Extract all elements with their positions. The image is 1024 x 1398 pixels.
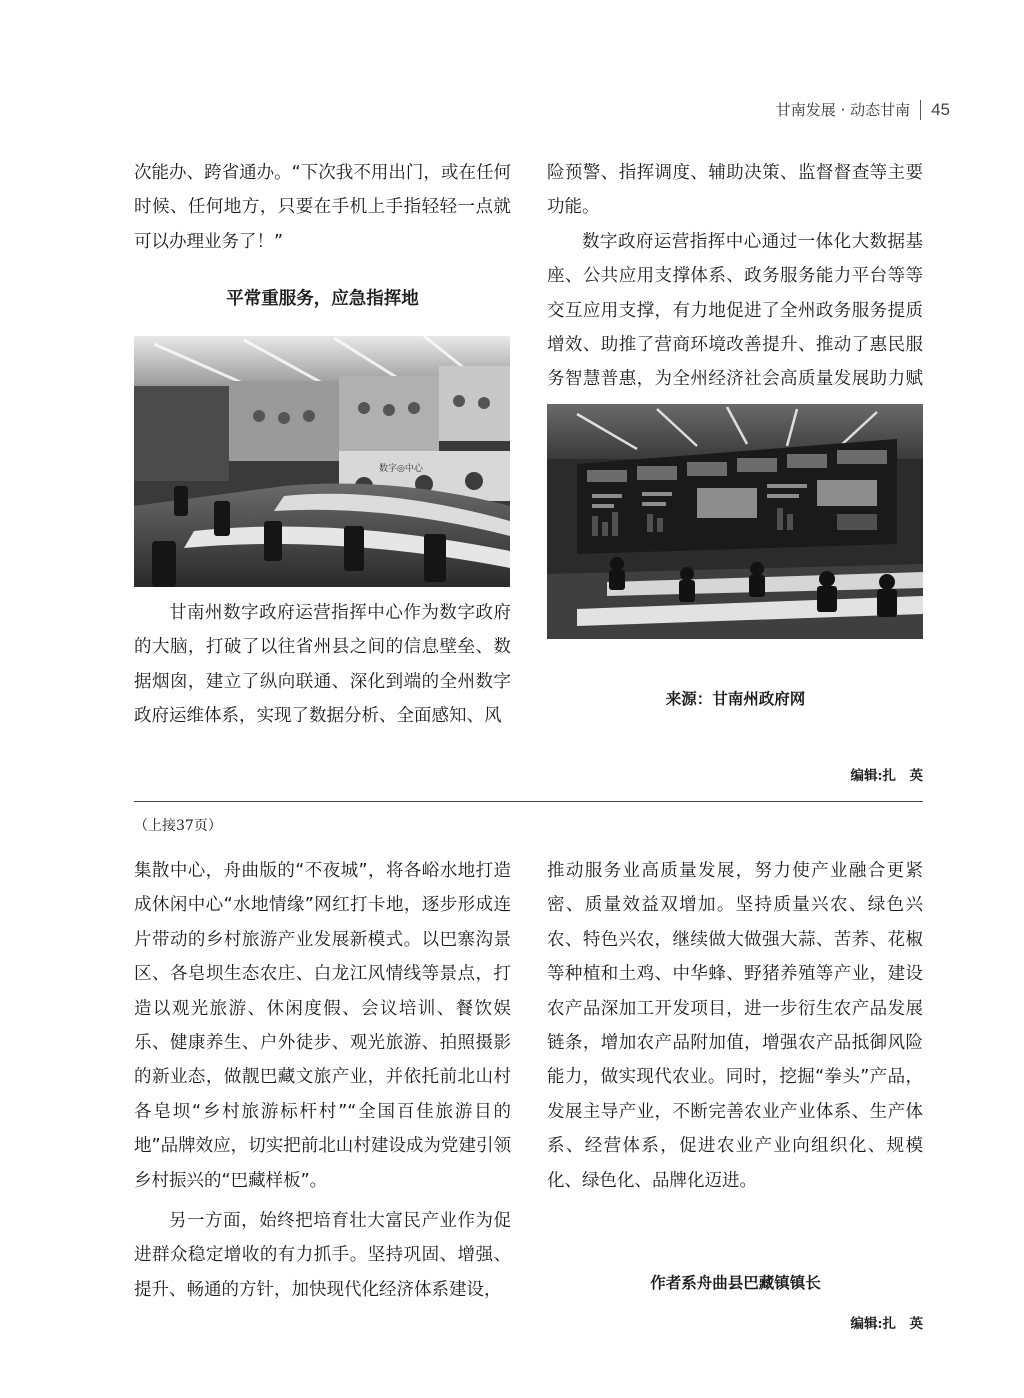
paragraph: 次能办、跨省通办。“下次我不用出门，或在任何时候、任何地方，只要在手机上手指轻轻一点就可以办理业务了！” <box>134 163 511 252</box>
bottom-left-column <box>134 854 511 1307</box>
command-center-illustration <box>134 336 510 587</box>
wall-sign-text: 数字◎中心 <box>379 464 423 474</box>
header-title: 甘南发展 · 动态甘南 <box>775 101 911 119</box>
top-left-column-upper <box>134 156 511 259</box>
section-subheading: 平常重服务，应急指挥地 <box>226 289 419 309</box>
paragraph: 另一方面，始终把培育壮大富民产业作为促进群众稳定增收的有力抓手。坚持巩固、增强、提升、畅通的方针，加快现代化经济体系建设， <box>134 1211 511 1300</box>
top-left-column-lower <box>134 596 511 734</box>
paragraph: 推动服务业高质量发展，努力使产业融合更紧密、质量效益双增加。坚持质量兴农、绿色兴农、特色兴农，继续做大做强大蒜、苦荞、花椒等种植和土鸡、中华蜂、野猪养殖等产业，建设农产品深加工开发项目，进一步衍生农产品发展链条，增加农产品附加值，增强农产品抵御风险能力，做实现代农业。同时，挖掘“拳头”产品，发展主导产业，不断完善农业产业体系、生产体系、经营体系，促进农业产业向组织化、规模化、绿色化、品牌化迈进。 <box>547 861 923 1191</box>
header-divider <box>920 100 921 120</box>
page-number: 45 <box>931 99 950 119</box>
top-right-column <box>547 156 923 431</box>
paragraph: 险预警、指挥调度、辅助决策、监督督查等主要功能。 <box>547 163 923 218</box>
editor-credit-top: 编辑:扎 英 <box>850 768 923 784</box>
paragraph: 数字政府运营指挥中心通过一体化大数据基座、公共应用支撑体系、政务服务能力平台等等交互应用支撑，有力地促进了全州政务服务提质增效、助推了营商环境改善提升、推动了惠民服务智慧普惠，为全州经济社会高质量发展助力赋 <box>547 231 923 390</box>
paragraph: 集散中心，舟曲版的“不夜城”，将各峪水地打造成休闲中心“水地情缘”网红打卡地，逐步形成连片带动的乡村旅游产业发展新模式。以巴寨沟景区、各皂坝生态农庄、白龙江风情线等景点，打造以观光旅游、休闲度假、会议培训、餐饮娱乐、健康养生、户外徒步、观光旅游、拍照摄影的新业态，做靓巴藏文旅产业，并依托前北山村各皂坝“乡村旅游标杆村”“全国百佳旅游目的地”品牌效应，切实把前北山村建设成为党建引领乡村振兴的“巴藏样板”。 <box>134 861 511 1191</box>
author-note: 作者系舟曲县巴藏镇镇长 <box>650 1273 821 1292</box>
running-header <box>776 99 950 120</box>
editor-credit-bottom: 编辑:扎 英 <box>850 1316 923 1332</box>
command-center-photo <box>134 336 510 587</box>
dashboard-wall-illustration <box>547 404 923 639</box>
paragraph: 甘南州数字政府运营指挥中心作为数字政府的大脑，打破了以往省州县之间的信息壁垒、数据烟囱，建立了纵向联通、深化到端的全州数字政府运维体系，实现了数据分析、全面感知、风 <box>134 603 511 727</box>
bottom-right-column <box>547 854 923 1198</box>
dashboard-wall-photo <box>547 404 923 639</box>
section-divider <box>134 801 923 802</box>
source-credit: 来源：甘南州政府网 <box>665 689 806 708</box>
continued-from-note: （上接37页） <box>134 818 222 834</box>
